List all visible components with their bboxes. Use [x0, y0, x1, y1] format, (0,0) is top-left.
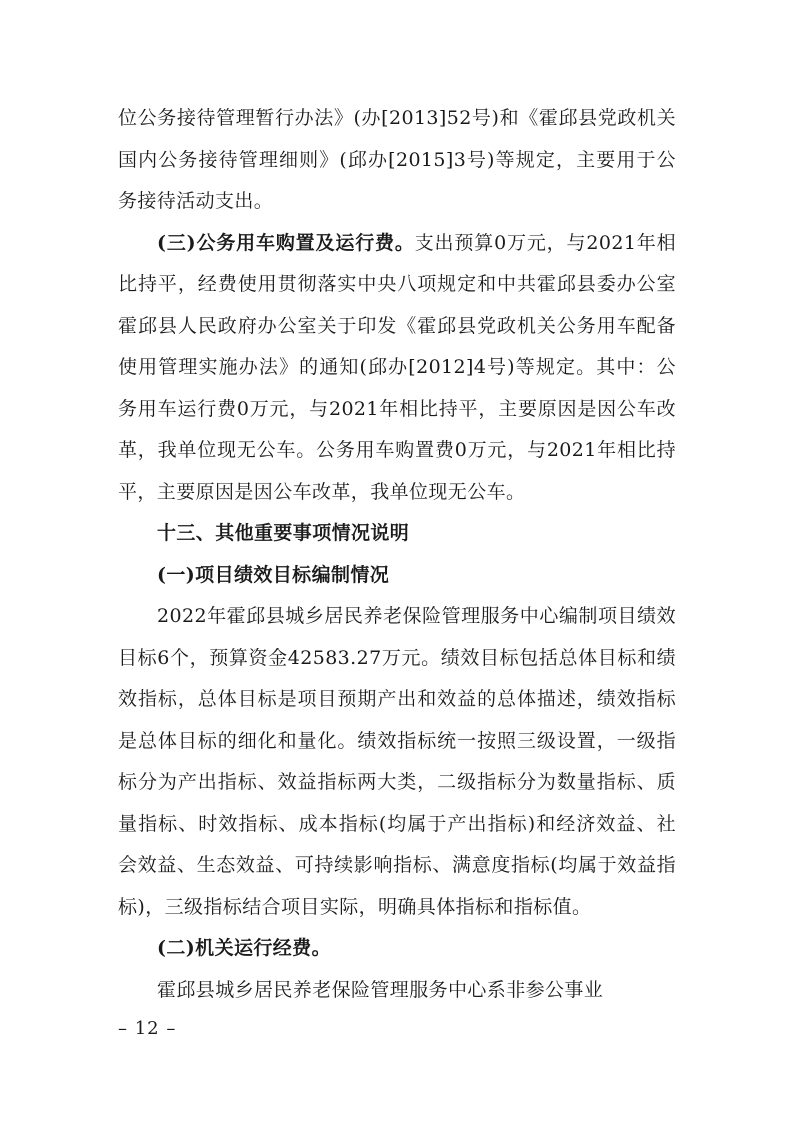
paragraph-reception-rules: 位公务接待管理暂行办法》(办[2013]52号)和《霍邱县党政机关国内公务接待管理细则》(邱办[2015]3号)等规定，主要用于公务接待活动支出。: [118, 107, 676, 212]
section-heading-other-matters: 十三、其他重要事项情况说明: [157, 522, 410, 544]
page-number: – 12 –: [118, 1018, 177, 1039]
subheading-operating-expenses: (二)机关运行经费。: [157, 937, 331, 959]
heading-vehicle-expenses: (三)公务用车购置及运行费。: [157, 231, 415, 254]
subheading-performance-goals: (一)项目绩效目标编制情况: [157, 563, 390, 586]
paragraph-performance-goals: 2022年霍邱县城乡居民养老保险管理服务中心编制项目绩效目标6个，预算资金42583.27万元。绩效目标包括总体目标和绩效指标，总体目标是项目预期产出和效益的总体描述，绩效指标是总体目标的细化和量化。绩效指标统一按照三级设置，一级指标分为产出指标、效益指标两大类，二级指标分为数量指标、质量指标、时效指标、成本指标(均属于产出指标)和经济效益、社会效益、生态效益、可持续影响指标、满意度指标(均属于效益指标)，三级指标结合项目实际，明确具体指标和指标值。: [118, 605, 676, 918]
paragraph-operating-expenses: 霍邱县城乡居民养老保险管理服务中心系非参公事业: [157, 978, 604, 1001]
paragraph-vehicle-expenses: [118, 223, 676, 514]
document-body: [118, 98, 676, 1011]
paragraph-vehicle-expenses-body: 支出预算0万元，与2021年相比持平，经费使用贯彻落实中央八项规定和中共霍邱县委办公室 霍邱县人民政府办公室关于印发《霍邱县党政机关公务用车配备使用管理实施办法》的通知(邱办[2012]4号)等规定。其中：公务用车运行费0万元，与2021年相比持平，主要原因是因公车改革，我单位现无公车。公务用车购置费0万元，与2021年相比持平，主要原因是因公车改革，我单位现无公车。: [118, 231, 676, 503]
